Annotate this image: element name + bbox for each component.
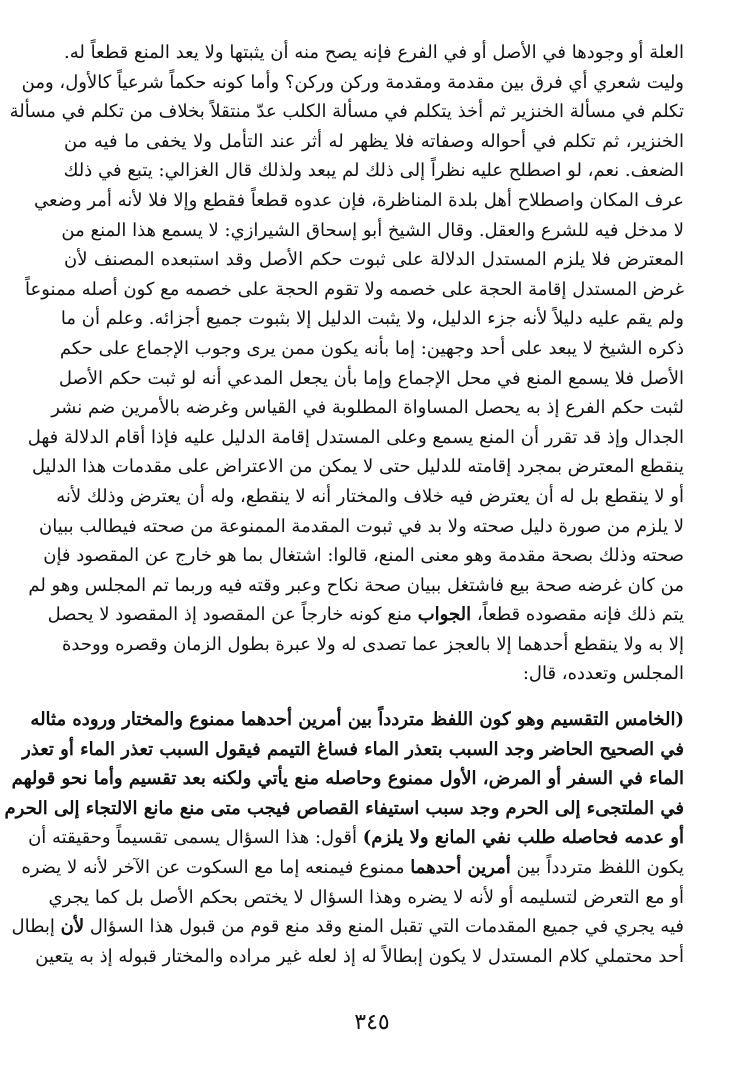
- text-segment: يتم ذلك فإنه مقصوده قطعاً،: [476, 604, 684, 626]
- commentary-paragraph: [9, 38, 684, 689]
- text-segment: منع كونه خارجاً عن المقصود إذ المقصود لا يحصل: [47, 604, 412, 626]
- text-line: [47, 600, 684, 630]
- text-segment: إبطال: [11, 916, 55, 938]
- page-number: ٣٤٥: [354, 1010, 390, 1035]
- text-line: [28, 823, 684, 853]
- text-line: ينقطع المعترض بمجرد إقامته للدليل حتى لا يمكن من الاعتراض على مقدمات هذا الدليل: [32, 456, 684, 478]
- text-line: [21, 853, 684, 883]
- text-line: غرض المستدل إقامة الحجة على خصمه ولا تقوم الحجة على خصمه مع كون أصله ممنوعاً: [25, 278, 684, 300]
- text-line: ذكره الشيخ لا يبعد على أحد وجهين: إما بأنه يكون ممن يرى وجوب الإجماع على حكم: [59, 337, 684, 359]
- matn-line: في الصحيح الحاضر وجد السبب بتعذر الماء فساغ التيمم فيقول السبب تعذر الماء أو تعذر: [22, 738, 684, 760]
- matn-paragraph: [4, 705, 684, 853]
- explanation-paragraph: [11, 853, 684, 971]
- answer-keyword: الجواب: [417, 604, 472, 626]
- paragraph-gap: [64, 689, 684, 705]
- text-line: أو لا ينقطع بل له أن يعترض فيه خلاف والمختار أنه لا ينقطع، وله أن يعترض وذلك لأنه: [56, 485, 684, 507]
- text-line: المعترض فلا يلزم المستدل الدلالة على ثبوت حكم الأصل وقد استبعده المصنف لأن: [64, 249, 684, 271]
- matn-line: (الخامس التقسيم وهو كون اللفظ متردداً بين أمرين أحدهما ممنوع والمختار وروده مثاله: [30, 709, 684, 731]
- text-line: العلة أو وجودها في الأصل أو في الفرع فإنه يصح منه أن يثبتها ولا يعد المنع قطعاً له.: [64, 42, 684, 63]
- text-line: [11, 912, 684, 942]
- text-line: وليت شعري أي فرق بين مقدمة ومقدمة وركن وركن؟ وأما كونه حكماً شرعياً كالأول، ومن: [21, 71, 684, 93]
- text-line: لا يلزم من صورة دليل صحته ولا بد في ثبوت المقدمة الممنوعة من صحته فيطالب ببيان: [39, 515, 684, 537]
- text-line: لثبت حكم الفرع إذ به يحصل المساواة المطلوبة في القياس وغرضه بالأمرين ضم نشر: [51, 397, 684, 419]
- text-line: صحته وذلك بصحة مقدمة وهو معنى المنع، قالوا: اشتغال بما هو خارج عن المقصود فإن: [43, 545, 684, 567]
- text-line: تكلم في مسألة الخنزير ثم أخذ يتكلم في مسألة الكلب عدّ منتقلاً بخلاف من تكلم في مسألة: [9, 101, 684, 123]
- bold-phrase: لأن: [60, 916, 85, 938]
- text-line: الجدال وإذ قد تقرر أن المنع يسمع وعلى المستدل إقامة الدليل عليه فإذا أقام الدلالة فهل: [27, 426, 684, 448]
- text-line: إلا به ولا ينقطع أحدهما إلا بالعجز عما تصدى له ولا عبرة بطول الزمان وقصره ووحدة: [61, 633, 684, 655]
- matn-line: في الملتجىء إلى الحرم وجد سبب استيفاء القصاص فيجب متى منع مانع الالتجاء إلى الحرم: [4, 797, 684, 819]
- text-segment: ممنوع فيمنعه إما مع السكوت عن الآخر لأنه لا يضره: [21, 857, 405, 879]
- text-segment: فيه يجري في جميع المقدمات التي تقبل المنع وقد منع قوم من قبول هذا السؤال: [89, 916, 684, 938]
- text-line: الخنزير، ثم تكلم في أحواله وصفاته فلا يظهر له أثر عند التأمل ولا يخفى ما فيه من: [64, 130, 684, 152]
- matn-segment: أو عدمه فحاصله طلب نفي المانع ولا يلزم): [362, 827, 684, 849]
- text-line: ولم يقم عليه دليلاً لأنه جزء الدليل، ولا يثبت الدليل إلا بثبوت جميع أجزائه. وعلم أن ما: [60, 308, 684, 330]
- text-segment: يكون اللفظ متردداً بين: [516, 857, 684, 879]
- text-line: أحد محتملي كلام المستدل لا يكون إبطالاً له إذ لعله غير مراده والمختار قبوله إذ به يتعين: [35, 945, 684, 967]
- text-segment: أقول: هذا السؤال يسمى تقسيماً وحقيقته أن: [28, 827, 358, 849]
- text-line: المجلس وتعدده، قال:: [522, 663, 684, 685]
- text-line: الأصل فلا يسمع المنع في محل الإجماع وإما بأن يجعل المدعي أنه لو ثبت حكم الأصل: [58, 367, 684, 389]
- text-line: من كان غرضه صحة بيع فاشتغل ببيان صحة نكاح وعبر وقته فيه وربما تم المجلس وهو لم: [28, 574, 684, 596]
- text-line: أو مع التعرض لتسليمه أو لأنه لا يضره وهذا السؤال لا يختص بحكم الأصل بل كما يجري: [48, 886, 684, 908]
- text-line: الضعف. نعم، لو اصطلح عليه نظراً إلى ذلك لم يبعد ولذلك قال الغزالي: يتبع في ذلك: [63, 160, 684, 182]
- bold-phrase: أمرين أحدهما: [410, 857, 511, 879]
- text-line: عرف المكان واصطلاح أهل بلدة المناظرة، فإن عدوه قطعاً فقطع وإلا فلا لأنه أمر وضعي: [33, 189, 684, 211]
- text-line: لا مدخل فيه للشرع والعقل. وقال الشيخ أبو إسحاق الشيرازي: لا يسمع هذا المنع من: [61, 219, 684, 241]
- matn-line: الماء في السفر أو المرض، الأول ممنوع وحاصله منع يأتي ولكنه بعد تقسيم وأما نحو قولهم: [11, 768, 684, 790]
